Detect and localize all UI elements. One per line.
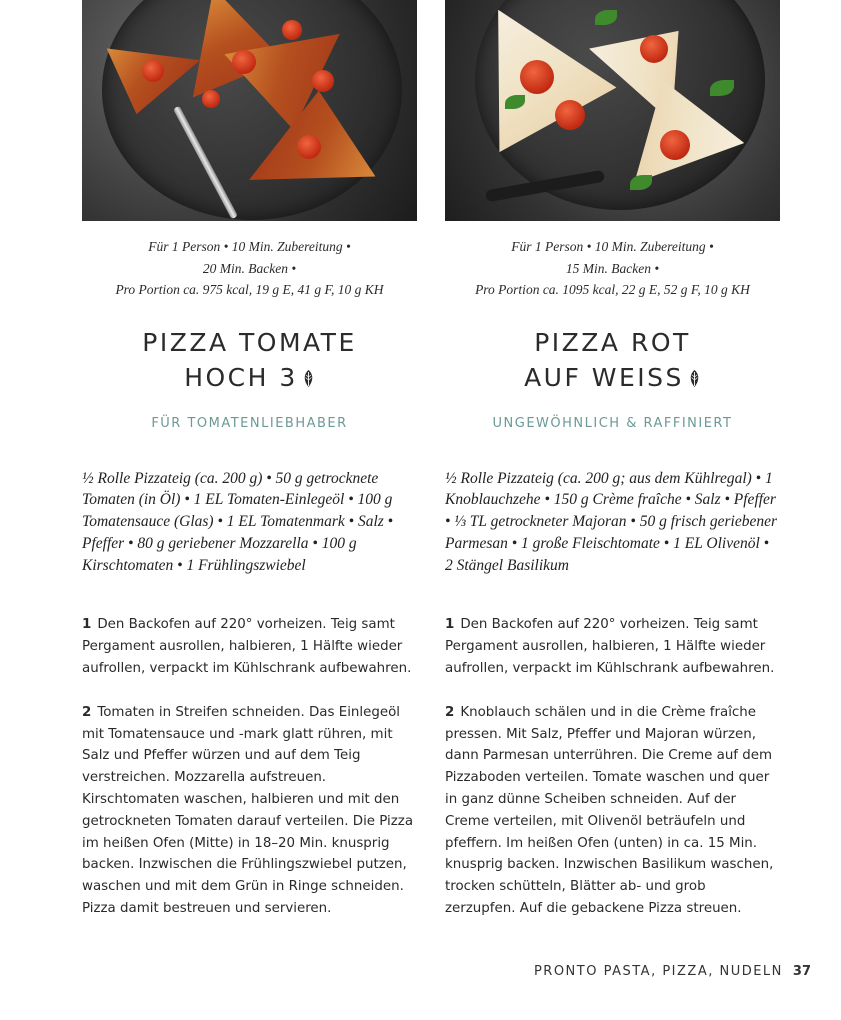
meta-line: Für 1 Person • 10 Min. Zubereitung • <box>511 239 714 254</box>
page-footer <box>534 964 811 979</box>
tomato <box>142 60 164 82</box>
recipe-meta <box>82 236 417 301</box>
meta-line: Für 1 Person • 10 Min. Zubereitung • <box>148 239 351 254</box>
title-line-with-icon <box>82 360 417 395</box>
tomato <box>232 50 256 74</box>
step-text: Den Backofen auf 220° vorheizen. Teig samt Pergament ausrollen, halbieren, 1 Hälfte wieder aufrollen, verpackt im Kühlschrank aufbewahren. <box>82 617 412 677</box>
tomato <box>202 90 220 108</box>
title-line-with-icon <box>445 360 780 395</box>
step-text: Den Backofen auf 220° vorheizen. Teig samt Pergament ausrollen, halbieren, 1 Hälfte wieder aufrollen, verpackt im Kühlschrank aufbewahren. <box>445 617 775 677</box>
recipe-pizza-tomate <box>82 0 417 942</box>
meta-line: 15 Min. Backen • <box>565 260 660 276</box>
ingredients-list: ½ Rolle Pizzateig (ca. 200 g) • 50 g getrocknete Tomaten (in Öl) • 1 EL Tomaten-Einlegeöl • 100 g Tomatensauce (Glas) • 1 EL Tomatenmark • Salz • Pfeffer • 80 g geriebener Mozzarella • 100 g Kirschtomaten • 1 Frühlingszwiebel <box>82 469 394 574</box>
title-line: PIZZA TOMATE <box>142 327 357 357</box>
step <box>82 702 417 920</box>
recipe-subtitle: FÜR TOMATENLIEBHABER <box>151 415 348 431</box>
leaf-icon <box>688 369 701 388</box>
recipe-photo-pizza-tomate <box>82 0 417 221</box>
tomato <box>297 135 321 159</box>
tomato <box>660 130 690 160</box>
step <box>445 702 780 920</box>
page-number: 37 <box>792 964 811 979</box>
section-title: PRONTO PASTA, PIZZA, NUDELN <box>533 964 783 979</box>
step-text: Tomaten in Streifen schneiden. Das Einlegeöl mit Tomatensauce und -mark glatt rühren, mit Salz und Pfeffer würzen und auf dem Teig verstreichen. Mozzarella aufstreuen. Kirschtomaten waschen, halbieren und mit den getrockneten Tomaten darauf verteilen. Die Pizza im heißen Ofen (Mitte) in 18–20 Min. knusprig backen. Inzwischen die Frühlingszwiebel putzen, waschen und mit dem Grün in Ringe schneiden. Pizza damit bestreuen und servieren. <box>82 704 414 917</box>
tomato <box>640 35 668 63</box>
step-number: 2 <box>445 704 455 720</box>
step-number: 1 <box>445 617 455 633</box>
step-number: 1 <box>82 617 92 633</box>
step-number: 2 <box>82 704 92 720</box>
recipe-subtitle: UNGEWÖHNLICH & RAFFINIERT <box>492 415 733 431</box>
meta-line: Pro Portion ca. 1095 kcal, 22 g E, 52 g F, 10 g KH <box>475 282 750 297</box>
tomato <box>282 20 302 40</box>
recipe-photo-pizza-rot-auf-weiss <box>445 0 780 221</box>
leaf-icon <box>302 369 315 388</box>
tomato <box>312 70 334 92</box>
meta-line: Pro Portion ca. 975 kcal, 19 g E, 41 g F, 10 g KH <box>115 282 384 297</box>
title-line: PIZZA ROT <box>534 327 691 357</box>
title-line: AUF WEISS <box>524 362 684 392</box>
recipe-title <box>82 325 417 395</box>
recipe-pizza-rot-auf-weiss <box>445 0 780 942</box>
recipe-title <box>445 325 780 395</box>
title-line: HOCH 3 <box>184 362 298 392</box>
tomato <box>555 100 585 130</box>
meta-line: 20 Min. Backen • <box>202 260 297 276</box>
step <box>82 614 417 679</box>
recipe-meta <box>445 236 780 301</box>
preparation-steps <box>445 614 780 919</box>
tomato <box>520 60 554 94</box>
preparation-steps <box>82 614 417 919</box>
step-text: Knoblauch schälen und in die Crème fraîche pressen. Mit Salz, Pfeffer und Majoran würzen, dann Parmesan unterrühren. Die Creme auf dem Pizzaboden verteilen. Tomate waschen und quer in ganz dünne Scheiben schneiden. Auf der Creme verteilen, mit Olivenöl beträufeln und pfeffern. Im heißen Ofen (unten) in ca. 15 Min. knusprig backen. Inzwischen Basilikum waschen, trocken schütteln, Blätter ab- und grob zerzupfen. Auf die gebackene Pizza streuen. <box>445 704 774 917</box>
step <box>445 614 780 679</box>
ingredients-list: ½ Rolle Pizzateig (ca. 200 g; aus dem Kühlregal) • 1 Knoblauchzehe • 150 g Crème fraîche • Salz • Pfeffer • ⅓ TL getrockneter Majoran • 50 g frisch geriebener Parmesan • 1 große Fleischtomate • 1 EL Olivenöl • 2 Stängel Basilikum <box>445 469 778 574</box>
